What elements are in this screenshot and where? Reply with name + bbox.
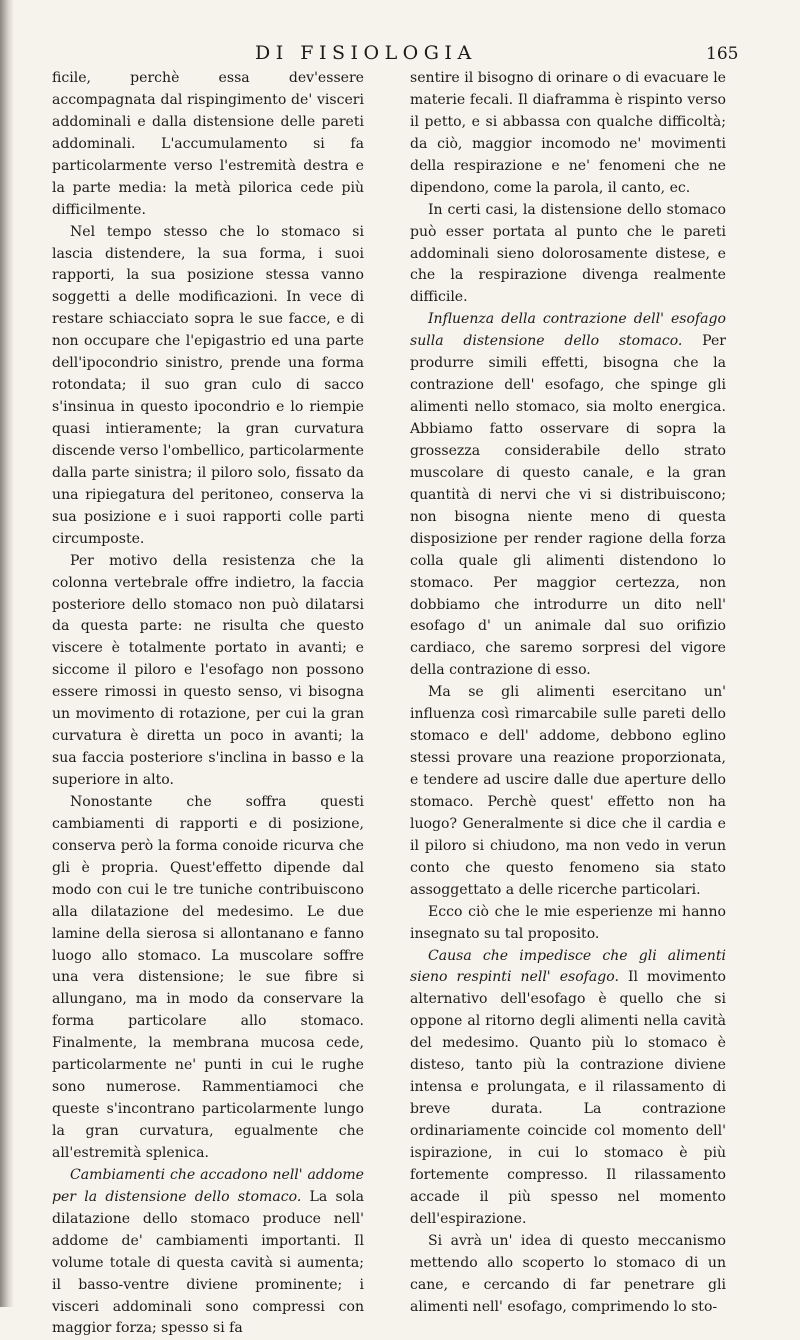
- paragraph: Si avrà un' idea di questo meccanismo mettendo allo scoperto lo stomaco di un cane, e cercando di far penetrare gli alimenti nell' esofago, comprimendo lo sto-: [410, 1232, 726, 1315]
- paragraph: Nel tempo stesso che lo stomaco si lascia distendere, la sua forma, i suoi rapporti, la sua posizione stessa vanno soggetti a delle modificazioni. In vece di restare schiacciato sopra le sue facce, e di non occupare che l'epigastrio ed una parte dell'ipocondrio sinistro, prende una forma rotondata; il suo gran culo di sacco s'insinua in questo ipocondrio e lo riempie quasi intieramente; la gran curvatura discende verso l'ombellico, particolarmente dalla parte sinistra; il piloro solo, fissato da una ripiegatura del peritoneo, conserva la sua posizione e i suoi rapporti colle parti circumposte.: [52, 223, 364, 547]
- paragraph: [410, 309, 726, 682]
- paragraph: Per motivo della resistenza che la colonna vertebrale offre indietro, la faccia posteriore dello stomaco non può dilatarsi da questa parte: ne risulta che questo viscere è totalmente portato in avanti; e siccome il piloro e l'esofago non possono essere rimossi in questo senso, vi bisogna un movimento di rotazione, per cui la gran curvatura è diretta un poco in avanti; la sua faccia posteriore s'inclina in basso e la superiore in alto.: [52, 552, 364, 788]
- page-binding-shadow: [0, 0, 14, 1307]
- paragraph: ficile, perchè essa dev'essere accompagnata dal rispingimento de' visceri addominali e dalla distensione delle pareti addominali. L'accumulamento si fa particolarmente verso l'estremità destra e la parte media: la metà pilorica cede più difficilmente.: [52, 70, 364, 218]
- paragraph: In certi casi, la distensione dello stomaco può esser portata al punto che le pareti addominali sieno dolorosamente distese, e che la respirazione divenga realmente difficile.: [410, 201, 726, 306]
- paragraph: Ma se gli alimenti esercitano un' influenza così rimarcabile sulle pareti dello stomaco e dell' addome, debbono eglino stessi provare una reazione proporzionata, e tendere ad uscire dalle due aperture dello stomaco. Perchè quest' effetto non ha luogo? Generalmente si dice che il cardia e il piloro si chiudono, ma non vedo in verun conto che questo fenomeno sia stato assoggettato a delle ricerche particolari.: [410, 684, 726, 898]
- paragraph-body: Il movimento alternativo dell'esofago è quello che si oppone al ritorno degli alimenti nella cavità del medesimo. Quanto più lo stomaco è disteso, tanto più la contrazione diviene intensa e prolungata, e il rilassamento di breve durata. La contrazione ordinariamente coincide col momento dell' ispirazione, in cui lo stomaco è più fortemente compresso. Il rilassamento accade il più spesso nel momento dell'espirazione.: [410, 969, 727, 1227]
- paragraph: sentire il bisogno di orinare o di evacuare le materie fecali. Il diaframma è rispinto verso il petto, e si abbassa con qualche difficoltà; da ciò, maggior incomodo ne' movimenti della respirazione e ne' fenomeni che ne dipendono, come la parola, il canto, ec.: [410, 70, 726, 196]
- running-title: DI FISIOLOGIA: [255, 42, 477, 64]
- paragraph: Ecco ciò che le mie esperienze mi hanno insegnato su tal proposito.: [410, 903, 726, 942]
- section-heading: Cambiamenti che accadono nell' addome per la distensione dello stomaco.: [52, 1166, 364, 1205]
- page-number: 165: [706, 44, 739, 64]
- running-head: [0, 42, 800, 68]
- paragraph: Nonostante che soffra questi cambiamenti di rapporti e di posizione, conserva però la forma conoide ricurva che gli è propria. Quest'effetto dipende dal modo con cui le tre tuniche contribuiscono alla dilatazione del medesimo. Le due lamine della sierosa si allontanano e fanno luogo allo stomaco. La muscolare soffre una vera distensione; le sue fibre si allungano, ma in modo da conservare la forma particolare allo stomaco. Finalmente, la membrana mucosa cede, particolarmente ne' punti in cui le rughe sono numerose. Rammentiamoci che queste s'incontrano particolarmente lungo la gran curvatura, egualmente che all'estremità splenica.: [52, 793, 364, 1161]
- paragraph: [410, 946, 726, 1231]
- paragraph: [52, 1165, 364, 1340]
- paragraph-body: Per produrre simili effetti, bisogna che la contrazione dell' esofago, che spinge gli alimenti nello stomaco, sia molto energica. Abbiamo fatto osservare di sopra la grossezza considerabile dello strato muscolare di questo canale, e la gran quantità di nervi che vi si distribuiscono; non bisogna niente meno di questa disposizione per render ragione della forza colla quale gli alimenti distendono lo stomaco. Per maggior certezza, non dobbiamo che introdurre un dito nell' esofago d' un animale dal suo orifizio cardiaco, che saremo sorpresi del vigore della contrazione di esso.: [410, 333, 727, 679]
- section-heading: Causa che impedisce che gli alimenti sieno respinti nell' esofago.: [410, 947, 726, 986]
- paragraph-body: La sola dilatazione dello stomaco produce nell' addome de' cambiamenti importanti. Il volume totale di questa cavità si aumenta; il basso-ventre diviene prominente; i visceri addominali sono compressi con maggior forza; spesso si fa: [52, 1188, 365, 1337]
- right-column: [410, 68, 726, 1318]
- left-column: [52, 68, 364, 1340]
- section-heading: Influenza della contrazione dell' esofago sulla distensione dello stomaco.: [410, 311, 726, 350]
